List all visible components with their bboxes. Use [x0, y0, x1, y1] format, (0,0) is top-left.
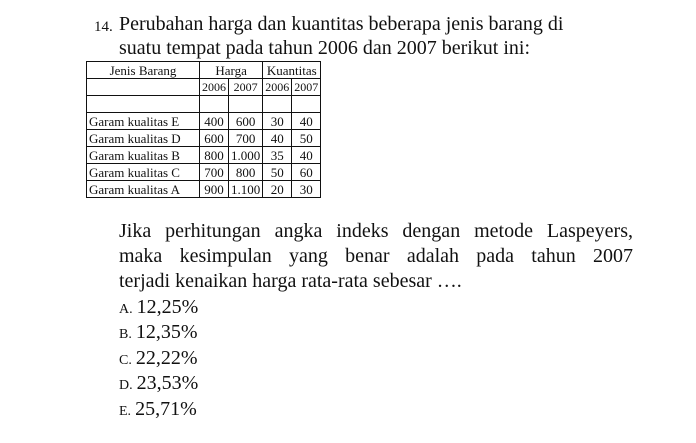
- quantity-2006: 50: [263, 164, 292, 181]
- quantity-2006: 40: [263, 130, 292, 147]
- price-2007: 1.000: [229, 147, 263, 164]
- spacer-cell: [263, 96, 292, 113]
- option-letter: B.: [119, 327, 132, 342]
- table-row: [87, 130, 321, 147]
- item-name: Garam kualitas D: [87, 130, 200, 147]
- question-number: 14.: [94, 19, 113, 35]
- header-price: Harga: [200, 62, 263, 79]
- option-letter: A.: [119, 302, 133, 317]
- header-empty-cell: [87, 79, 200, 96]
- table-row: [87, 164, 321, 181]
- table-row: [87, 147, 321, 164]
- option-text: 25,71%: [135, 398, 197, 420]
- spacer-cell: [292, 96, 321, 113]
- option-e[interactable]: [119, 396, 197, 425]
- header-year: 2007: [292, 79, 321, 96]
- question-stem-line-1: Perubahan harga dan kuantitas beberapa jenis barang di: [119, 13, 564, 35]
- option-letter: D.: [119, 378, 133, 393]
- spacer-cell: [87, 96, 200, 113]
- option-b[interactable]: [119, 319, 198, 348]
- header-year: 2006: [263, 79, 292, 96]
- question-text-line-1: Jika perhitungan angka indeks dengan metode Laspeyers,: [119, 220, 633, 242]
- quantity-2006: 30: [263, 113, 292, 130]
- option-d[interactable]: [119, 370, 198, 399]
- price-quantity-table: [86, 61, 321, 198]
- option-text: 12,35%: [135, 321, 198, 343]
- price-2006: 900: [200, 181, 229, 198]
- item-name: Garam kualitas A: [87, 181, 200, 198]
- option-text: 23,53%: [136, 372, 199, 394]
- option-letter: E.: [119, 404, 132, 419]
- price-2006: 600: [200, 130, 229, 147]
- price-2007: 700: [229, 130, 263, 147]
- item-name: Garam kualitas C: [87, 164, 200, 181]
- question-text-line-2: maka kesimpulan yang benar adalah pada tahun 2007: [119, 245, 633, 267]
- spacer-cell: [229, 96, 263, 113]
- header-quantity: Kuantitas: [263, 62, 321, 79]
- header-year: 2007: [229, 79, 263, 96]
- item-name: Garam kualitas E: [87, 113, 200, 130]
- price-2006: 800: [200, 147, 229, 164]
- quantity-2006: 35: [263, 147, 292, 164]
- table-spacer-row: [87, 96, 321, 113]
- quantity-2007: 50: [292, 130, 321, 147]
- table-row: [87, 181, 321, 198]
- table-year-row: [87, 79, 321, 96]
- price-2007: 600: [229, 113, 263, 130]
- quantity-2007: 30: [292, 181, 321, 198]
- question-text-line-3: terjadi kenaikan harga rata-rata sebesar ….: [119, 270, 462, 292]
- option-text: 22,22%: [135, 347, 198, 369]
- spacer-cell: [200, 96, 229, 113]
- quantity-2007: 60: [292, 164, 321, 181]
- option-text: 12,25%: [136, 296, 199, 318]
- quantity-2007: 40: [292, 147, 321, 164]
- table-header-row: [87, 62, 321, 79]
- header-item: Jenis Barang: [87, 62, 200, 79]
- option-letter: C.: [119, 353, 132, 368]
- item-name: Garam kualitas B: [87, 147, 200, 164]
- quantity-2007: 40: [292, 113, 321, 130]
- price-2006: 700: [200, 164, 229, 181]
- question-stem-line-2: suatu tempat pada tahun 2006 dan 2007 berikut ini:: [119, 37, 531, 59]
- header-year: 2006: [200, 79, 229, 96]
- quantity-2006: 20: [263, 181, 292, 198]
- price-2007: 1.100: [229, 181, 263, 198]
- table-row: [87, 113, 321, 130]
- price-2007: 800: [229, 164, 263, 181]
- price-2006: 400: [200, 113, 229, 130]
